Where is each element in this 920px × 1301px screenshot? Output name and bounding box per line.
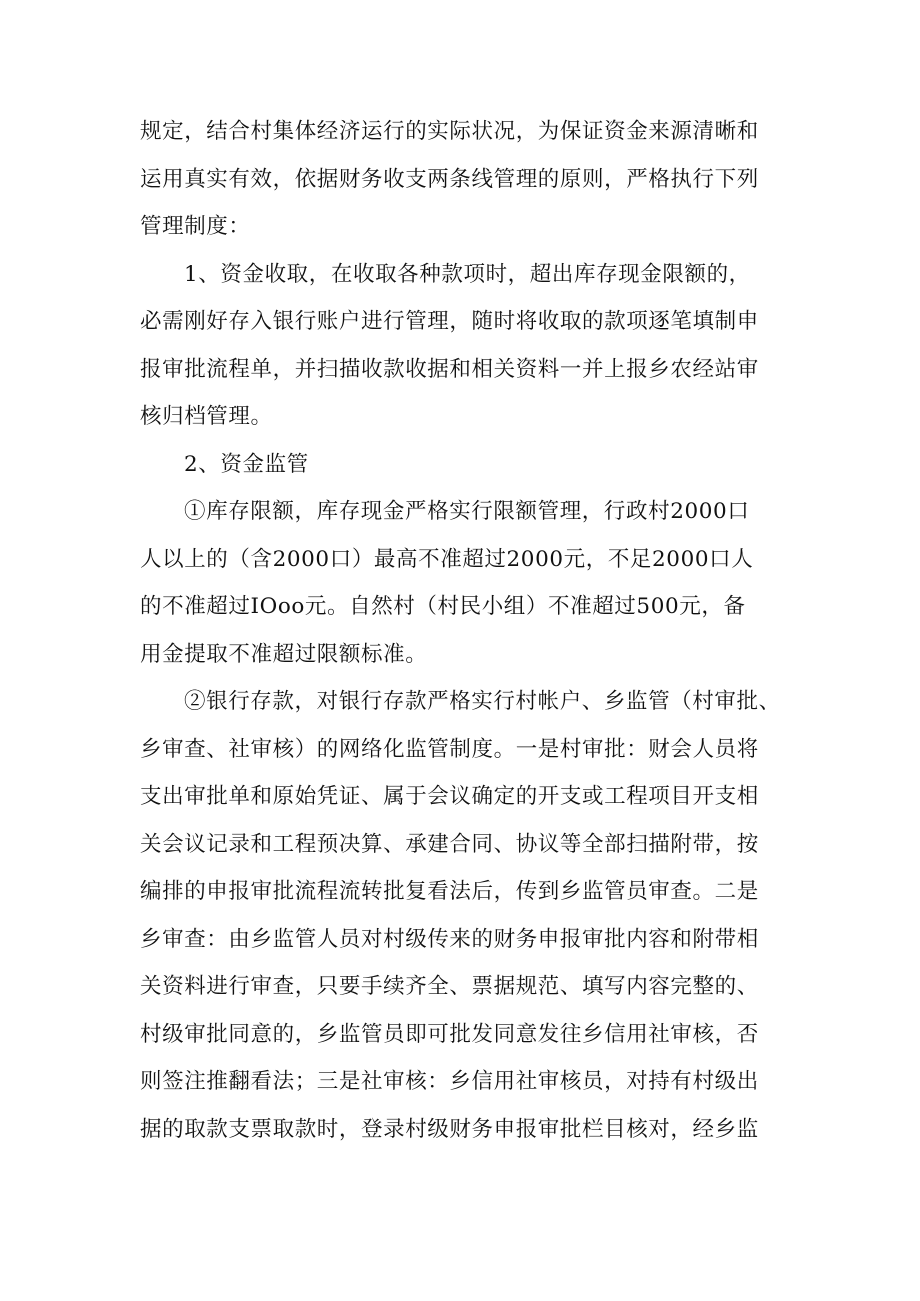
text-line: 编排的申报审批流程流转批复看法后，传到乡监管员审查。二是: [140, 879, 759, 904]
text-line: 则签注推翻看法；三是社审核：乡信用社审核员，对持有村级出: [140, 1069, 759, 1094]
text-line: 关资料进行审查，只要手续齐全、票据规范、填写内容完整的、: [140, 974, 759, 999]
text-line: 运用真实有效，依据财务收支两条线管理的原则，严格执行下列: [140, 166, 759, 192]
text-line: 乡审查：由乡监管人员对村级传来的财务申报审批内容和附带相: [140, 926, 759, 952]
text-line: 必需刚好存入银行账户进行管理，随时将收取的款项逐笔填制申: [140, 309, 759, 334]
text-line: 人以上的（含2000口）最高不准超过2000元，不足2000口人: [140, 546, 754, 572]
text-line: 规定，结合村集体经济运行的实际状况，为保证资金来源清晰和: [140, 119, 759, 144]
text-line: ②银行存款，对银行存款严格实行村帐户、乡监管（村审批、: [184, 689, 781, 714]
text-line: 报审批流程单，并扫描收款收据和相关资料一并上报乡农经站审: [140, 356, 759, 382]
text-line: 管理制度：: [140, 214, 251, 239]
text-line: 的不准超过IOoo元。自然村（村民小组）不准超过500元，备: [140, 594, 746, 619]
text-line: ①库存限额，库存现金严格实行限额管理，行政村2000口: [184, 499, 750, 524]
document-body: [140, 108, 800, 1153]
text-line: 用金提取不准超过限额标准。: [140, 641, 428, 667]
text-line: 据的取款支票取款时，登录村级财务申报审批栏目核对，经乡监: [140, 1116, 759, 1142]
section-heading: 2、资金监管: [184, 451, 309, 477]
text-line: 1、资金收取，在收取各种款项时，超出库存现金限额的，: [184, 261, 751, 287]
text-line: 村级审批同意的，乡监管员即可批发同意发往乡信用社审核，否: [140, 1021, 759, 1047]
text-line: 支出审批单和原始凭证、属于会议确定的开支或工程项目开支相: [140, 784, 759, 809]
text-line: 乡审查、社审核）的网络化监管制度。一是村审批：财会人员将: [140, 736, 759, 762]
text-line: 关会议记录和工程预决算、承建合同、协议等全部扫描附带，按: [140, 831, 759, 857]
text-line: 核归档管理。: [140, 404, 273, 429]
